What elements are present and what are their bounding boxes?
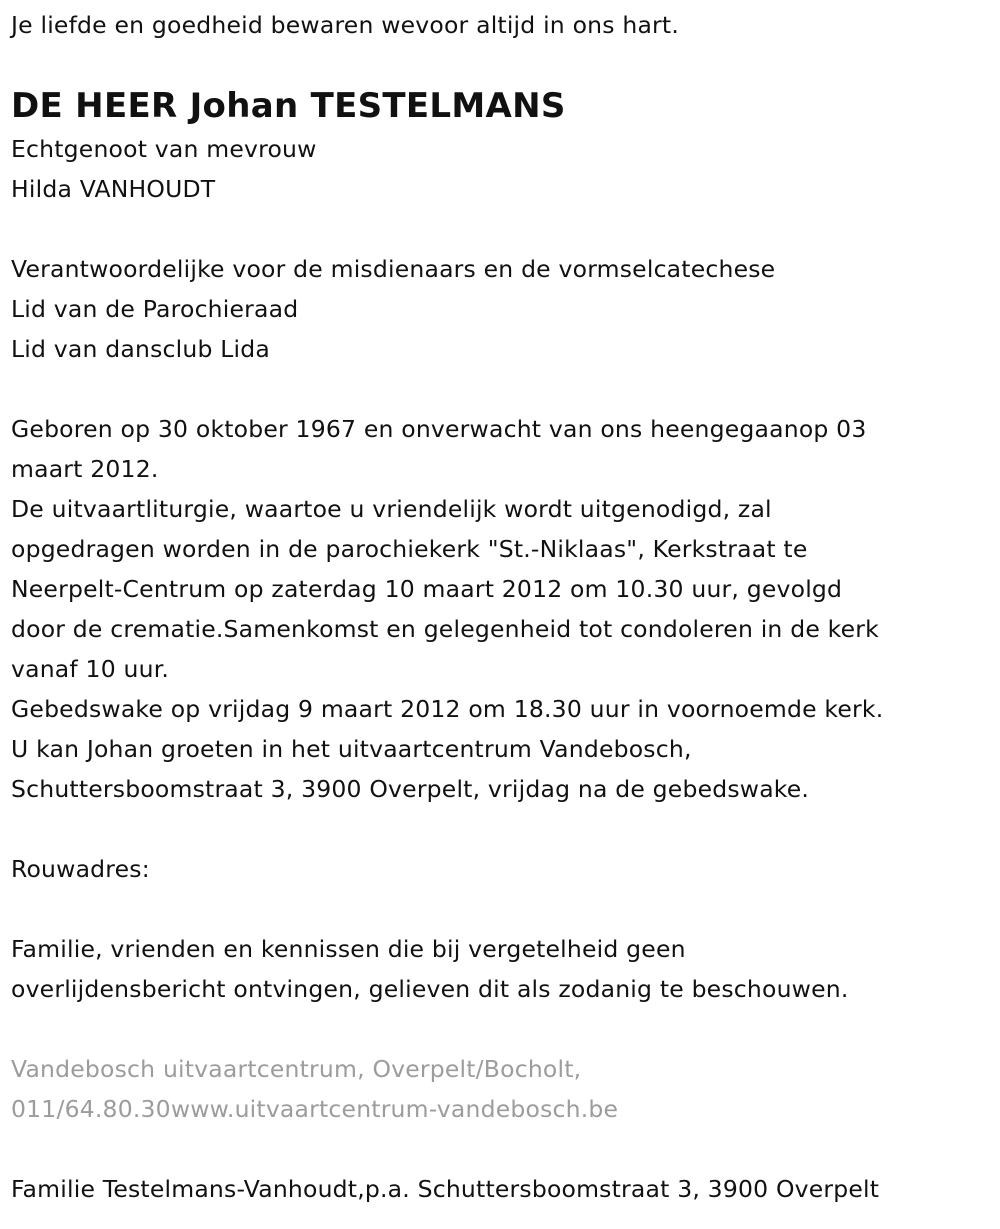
obituary-notice (11, 0, 996, 1209)
spacer (11, 369, 996, 409)
detail-line: door de crematie.Samenkomst en gelegenheid tot condoleren in de kerk (11, 615, 879, 643)
detail-line: De uitvaartliturgie, waartoe u vriendelijk wordt uitgenodigd, zal (11, 495, 772, 523)
mourning-address-label: Rouwadres: (11, 855, 150, 883)
notice-line: Familie, vrienden en kennissen die bij vergetelheid geen (11, 935, 686, 963)
spacer (11, 1129, 996, 1169)
family-address: Familie Testelmans-Vanhoudt,p.a. Schuttersboomstraat 3, 3900 Overpelt (11, 1175, 880, 1203)
detail-line: maart 2012. (11, 455, 159, 483)
detail-line: Schuttersboomstraat 3, 3900 Overpelt, vrijdag na de gebedswake. (11, 775, 810, 803)
detail-line: Neerpelt-Centrum op zaterdag 10 maart 2012 om 10.30 uur, gevolgd (11, 575, 843, 603)
funeral-home-line: Vandebosch uitvaartcentrum, Overpelt/Bocholt, (11, 1055, 582, 1083)
detail-line: U kan Johan groeten in het uitvaartcentrum Vandebosch, (11, 735, 692, 763)
detail-line: vanaf 10 uur. (11, 655, 170, 683)
notice-line: overlijdensbericht ontvingen, gelieven dit als zodanig te beschouwen. (11, 975, 849, 1003)
deceased-name: DE HEER Johan TESTELMANS (11, 86, 566, 126)
detail-line: opgedragen worden in de parochiekerk "St.-Niklaas", Kerkstraat te (11, 535, 808, 563)
detail-line: Geboren op 30 oktober 1967 en onverwacht van ons heengegaanop 03 (11, 415, 867, 443)
intro-text: Je liefde en goedheid bewaren wevoor altijd in ons hart. (11, 11, 679, 39)
spouse-line: Echtgenoot van mevrouw (11, 135, 317, 163)
detail-line: Gebedswake op vrijdag 9 maart 2012 om 18.30 uur in voornoemde kerk. (11, 695, 884, 723)
spacer (11, 1009, 996, 1049)
role-line: Lid van dansclub Lida (11, 335, 271, 363)
funeral-home-contact: 011/64.80.30www.uitvaartcentrum-vandebosch.be (11, 1095, 619, 1123)
spouse-name: Hilda VANHOUDT (11, 175, 216, 203)
role-line: Verantwoordelijke voor de misdienaars en de vormselcatechese (11, 255, 776, 283)
spacer (11, 209, 996, 249)
spacer (11, 809, 996, 849)
role-line: Lid van de Parochieraad (11, 295, 299, 323)
spacer (11, 889, 996, 929)
